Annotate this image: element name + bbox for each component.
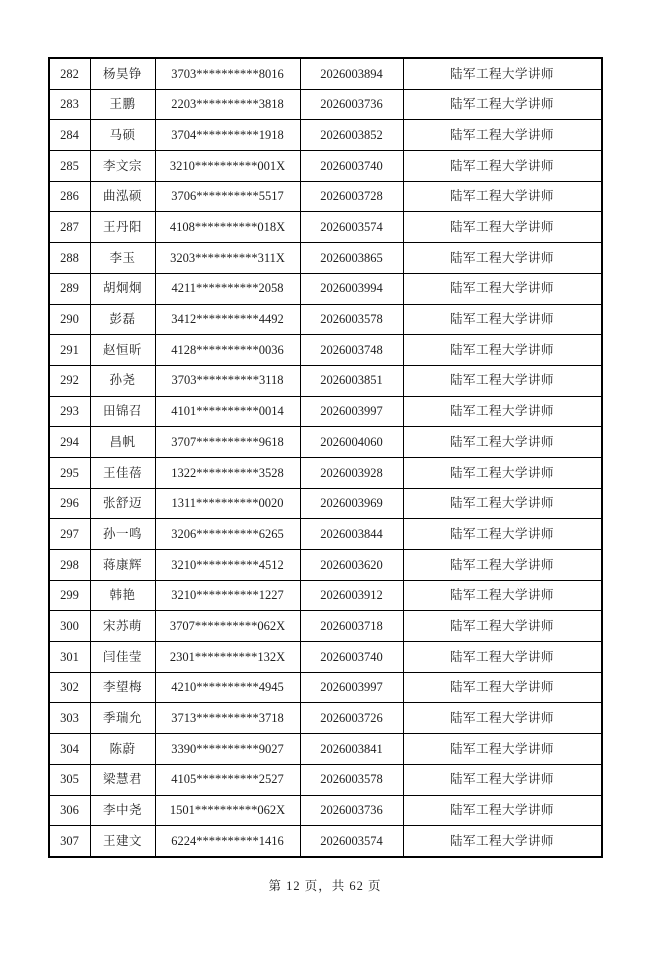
id-number-cell: 2301**********132X [155,642,300,673]
id-number-cell: 3210**********001X [155,151,300,182]
row-number-cell: 301 [49,642,91,673]
row-number-cell: 299 [49,580,91,611]
id-number-cell: 3713**********3718 [155,703,300,734]
table-row [49,550,602,581]
id-number-cell: 1501**********062X [155,795,300,826]
id-number-cell: 3390**********9027 [155,734,300,765]
registration-number-cell: 2026003728 [300,181,403,212]
row-number-cell: 288 [49,243,91,274]
registration-number-cell: 2026003574 [300,826,403,857]
registration-number-cell: 2026003852 [300,120,403,151]
registration-number-cell: 2026003620 [300,550,403,581]
name-cell: 张舒迈 [90,488,155,519]
id-number-cell: 4101**********0014 [155,396,300,427]
name-cell: 赵恒昕 [90,335,155,366]
id-number-cell: 2203**********3818 [155,89,300,120]
table-row [49,795,602,826]
position-cell: 陆军工程大学讲师 [403,151,602,182]
id-number-cell: 1311**********0020 [155,488,300,519]
row-number-cell: 293 [49,396,91,427]
registration-number-cell: 2026003997 [300,396,403,427]
row-number-cell: 291 [49,335,91,366]
id-number-cell: 3210**********4512 [155,550,300,581]
position-cell: 陆军工程大学讲师 [403,427,602,458]
registration-number-cell: 2026003844 [300,519,403,550]
id-number-cell: 3704**********1918 [155,120,300,151]
position-cell: 陆军工程大学讲师 [403,580,602,611]
table-row [49,243,602,274]
table-row [49,611,602,642]
applicant-roster-table [48,57,603,858]
registration-number-cell: 2026003578 [300,304,403,335]
table-row [49,89,602,120]
row-number-cell: 285 [49,151,91,182]
position-cell: 陆军工程大学讲师 [403,826,602,857]
registration-number-cell: 2026003912 [300,580,403,611]
id-number-cell: 4108**********018X [155,212,300,243]
registration-number-cell: 2026003841 [300,734,403,765]
table-row [49,519,602,550]
registration-number-cell: 2026003748 [300,335,403,366]
page-number-footer: 第 12 页，共 62 页 [268,878,382,893]
position-cell: 陆军工程大学讲师 [403,304,602,335]
position-cell: 陆军工程大学讲师 [403,734,602,765]
name-cell: 韩艳 [90,580,155,611]
position-cell: 陆军工程大学讲师 [403,212,602,243]
name-cell: 昌帆 [90,427,155,458]
table-row [49,151,602,182]
registration-number-cell: 2026003718 [300,611,403,642]
id-number-cell: 3703**********3118 [155,365,300,396]
row-number-cell: 283 [49,89,91,120]
registration-number-cell: 2026003736 [300,795,403,826]
table-row [49,181,602,212]
position-cell: 陆军工程大学讲师 [403,764,602,795]
table-row [49,273,602,304]
registration-number-cell: 2026003740 [300,151,403,182]
row-number-cell: 302 [49,672,91,703]
registration-number-cell: 2026003969 [300,488,403,519]
position-cell: 陆军工程大学讲师 [403,550,602,581]
id-number-cell: 3707**********062X [155,611,300,642]
row-number-cell: 284 [49,120,91,151]
table-row [49,703,602,734]
name-cell: 马硕 [90,120,155,151]
id-number-cell: 4210**********4945 [155,672,300,703]
position-cell: 陆军工程大学讲师 [403,335,602,366]
name-cell: 梁慧君 [90,764,155,795]
position-cell: 陆军工程大学讲师 [403,365,602,396]
row-number-cell: 296 [49,488,91,519]
row-number-cell: 290 [49,304,91,335]
name-cell: 闫佳莹 [90,642,155,673]
position-cell: 陆军工程大学讲师 [403,58,602,89]
id-number-cell: 4211**********2058 [155,273,300,304]
row-number-cell: 282 [49,58,91,89]
name-cell: 王鹏 [90,89,155,120]
position-cell: 陆军工程大学讲师 [403,488,602,519]
registration-number-cell: 2026003994 [300,273,403,304]
position-cell: 陆军工程大学讲师 [403,642,602,673]
id-number-cell: 3210**********1227 [155,580,300,611]
row-number-cell: 300 [49,611,91,642]
name-cell: 孙一鸣 [90,519,155,550]
table-row [49,427,602,458]
name-cell: 孙尧 [90,365,155,396]
registration-number-cell: 2026003726 [300,703,403,734]
name-cell: 王丹阳 [90,212,155,243]
row-number-cell: 303 [49,703,91,734]
position-cell: 陆军工程大学讲师 [403,672,602,703]
row-number-cell: 292 [49,365,91,396]
registration-number-cell: 2026003740 [300,642,403,673]
position-cell: 陆军工程大学讲师 [403,457,602,488]
name-cell: 宋苏萌 [90,611,155,642]
name-cell: 杨昊铮 [90,58,155,89]
row-number-cell: 306 [49,795,91,826]
row-number-cell: 287 [49,212,91,243]
name-cell: 季瑞允 [90,703,155,734]
position-cell: 陆军工程大学讲师 [403,181,602,212]
position-cell: 陆军工程大学讲师 [403,120,602,151]
table-row [49,642,602,673]
id-number-cell: 4128**********0036 [155,335,300,366]
row-number-cell: 307 [49,826,91,857]
position-cell: 陆军工程大学讲师 [403,273,602,304]
position-cell: 陆军工程大学讲师 [403,703,602,734]
name-cell: 陈蔚 [90,734,155,765]
registration-number-cell: 2026003851 [300,365,403,396]
id-number-cell: 6224**********1416 [155,826,300,857]
table-row [49,58,602,89]
row-number-cell: 305 [49,764,91,795]
table-row [49,335,602,366]
table-row [49,396,602,427]
position-cell: 陆军工程大学讲师 [403,89,602,120]
row-number-cell: 286 [49,181,91,212]
table-row [49,764,602,795]
position-cell: 陆军工程大学讲师 [403,611,602,642]
row-number-cell: 297 [49,519,91,550]
name-cell: 李中尧 [90,795,155,826]
id-number-cell: 3707**********9618 [155,427,300,458]
table-row [49,672,602,703]
name-cell: 王建文 [90,826,155,857]
row-number-cell: 295 [49,457,91,488]
registration-number-cell: 2026003997 [300,672,403,703]
row-number-cell: 298 [49,550,91,581]
name-cell: 李望梅 [90,672,155,703]
name-cell: 胡炯炯 [90,273,155,304]
position-cell: 陆军工程大学讲师 [403,243,602,274]
table-row [49,365,602,396]
name-cell: 田锦召 [90,396,155,427]
table-row [49,580,602,611]
row-number-cell: 294 [49,427,91,458]
name-cell: 李玉 [90,243,155,274]
position-cell: 陆军工程大学讲师 [403,795,602,826]
table-row [49,457,602,488]
table-row [49,734,602,765]
position-cell: 陆军工程大学讲师 [403,396,602,427]
table-body [49,58,602,857]
table-row [49,826,602,857]
name-cell: 曲泓硕 [90,181,155,212]
registration-number-cell: 2026003578 [300,764,403,795]
table-row [49,120,602,151]
row-number-cell: 304 [49,734,91,765]
document-page [0,57,650,976]
id-number-cell: 4105**********2527 [155,764,300,795]
id-number-cell: 1322**********3528 [155,457,300,488]
id-number-cell: 3412**********4492 [155,304,300,335]
registration-number-cell: 2026004060 [300,427,403,458]
id-number-cell: 3206**********6265 [155,519,300,550]
name-cell: 蒋康辉 [90,550,155,581]
id-number-cell: 3703**********8016 [155,58,300,89]
registration-number-cell: 2026003894 [300,58,403,89]
table-row [49,488,602,519]
registration-number-cell: 2026003736 [300,89,403,120]
position-cell: 陆军工程大学讲师 [403,519,602,550]
table-row [49,212,602,243]
id-number-cell: 3706**********5517 [155,181,300,212]
name-cell: 李文宗 [90,151,155,182]
name-cell: 彭磊 [90,304,155,335]
registration-number-cell: 2026003865 [300,243,403,274]
row-number-cell: 289 [49,273,91,304]
name-cell: 王佳蓓 [90,457,155,488]
table-row [49,304,602,335]
registration-number-cell: 2026003928 [300,457,403,488]
id-number-cell: 3203**********311X [155,243,300,274]
registration-number-cell: 2026003574 [300,212,403,243]
